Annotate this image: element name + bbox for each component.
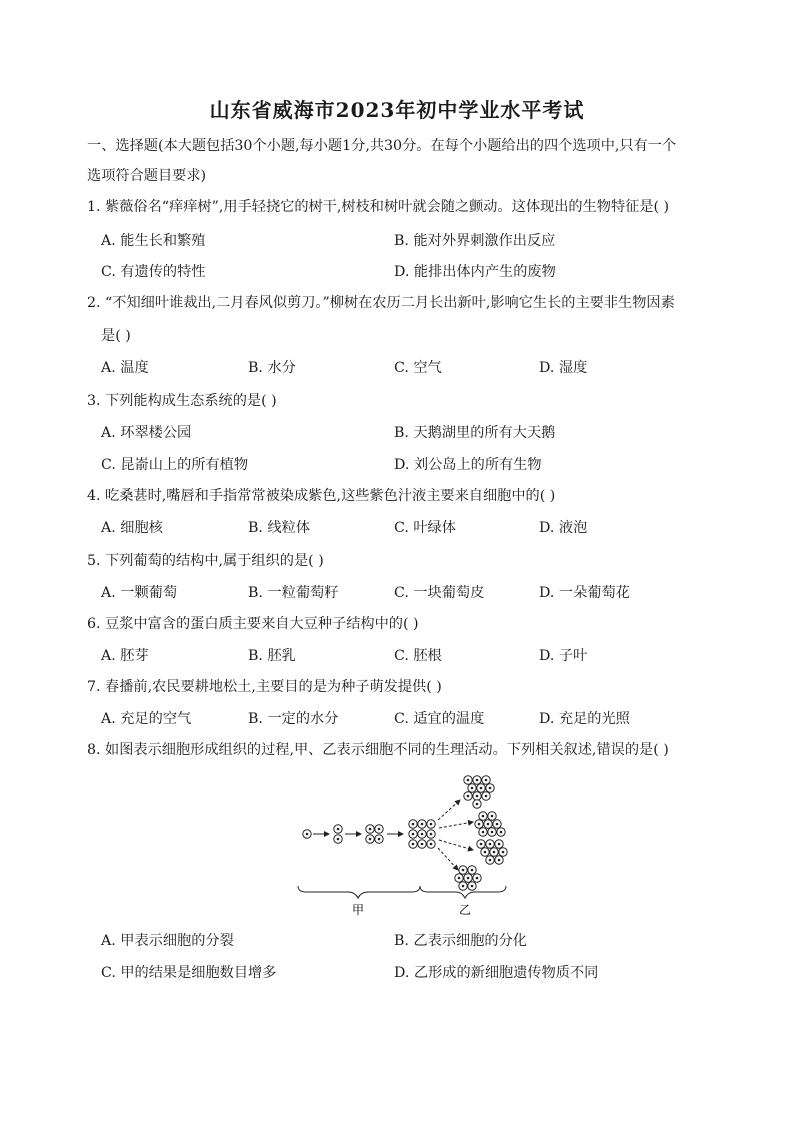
q7-option-b: B. 一定的水分 (248, 711, 339, 727)
question-4-stem: 4. 吃桑葚时,嘴唇和手指常常被染成紫色,这些紫色汁液主要来自细胞中的( ) (87, 488, 556, 504)
tissue-muscle (475, 812, 505, 836)
exam-title: 山东省威海市2023年初中学业水平考试 (209, 98, 585, 122)
q6-option-a: A. 胚芽 (101, 648, 149, 664)
question-8-stem: 8. 如图表示细胞形成组织的过程,甲、乙表示细胞不同的生理活动。下列相关叙述,错误的是( ) (87, 742, 669, 758)
question-5-stem: 5. 下列葡萄的结构中,属于组织的是( ) (87, 553, 324, 569)
q3-option-b: B. 天鹅湖里的所有大天鹅 (394, 425, 556, 441)
cell-cluster (409, 820, 435, 848)
four-cells (366, 825, 383, 843)
cell-process-diagram (288, 770, 518, 920)
question-6-stem: 6. 豆浆中富含的蛋白质主要来自大豆种子结构中的( ) (87, 616, 419, 632)
q4-option-c: C. 叶绿体 (394, 520, 456, 536)
label-jia: 甲 (351, 903, 365, 917)
q6-option-d: D. 子叶 (539, 648, 588, 664)
tissue-hexagonal (464, 776, 494, 808)
q2-option-a: A. 温度 (101, 360, 149, 376)
two-cells-top (334, 825, 342, 833)
q1-option-b: B. 能对外界刺激作出反应 (394, 233, 556, 249)
q8-option-d: D. 乙形成的新细胞遗传物质不同 (394, 965, 599, 981)
q3-option-c: C. 昆嵛山上的所有植物 (101, 457, 249, 473)
q4-option-b: B. 线粒体 (248, 520, 311, 536)
cell-process-figure (288, 770, 518, 920)
q5-option-b: B. 一粒葡萄籽 (248, 585, 339, 601)
q4-option-d: D. 液泡 (539, 520, 588, 536)
q7-option-a: A. 充足的空气 (101, 711, 192, 727)
single-cell (303, 830, 311, 838)
tissue-rounded (455, 866, 481, 890)
q3-option-a: A. 环翠楼公园 (101, 425, 192, 441)
q6-option-b: B. 胚乳 (248, 648, 296, 664)
tissue-connective (477, 840, 507, 864)
differentiation-arrows (438, 800, 473, 870)
question-2-stem: 2. “不知细叶谁裁出,二月春风似剪刀。”柳树在农历二月长出新叶,影响它生长的主要非生物因素 (87, 295, 675, 311)
q1-option-c: C. 有遗传的特性 (101, 264, 206, 280)
q2-option-b: B. 水分 (248, 360, 296, 376)
q7-option-d: D. 充足的光照 (539, 711, 630, 727)
q1-option-a: A. 能生长和繁殖 (101, 233, 206, 249)
q2-option-c: C. 空气 (394, 360, 442, 376)
q1-option-d: D. 能排出体内产生的废物 (394, 264, 556, 280)
q2-option-d: D. 湿度 (539, 360, 588, 376)
q8-option-c: C. 甲的结果是细胞数目增多 (101, 965, 277, 981)
section-heading-cont: 选项符合题目要求) (87, 168, 207, 184)
label-yi: 乙 (458, 903, 472, 917)
q5-option-a: A. 一颗葡萄 (101, 585, 178, 601)
q3-option-d: D. 刘公岛上的所有生物 (394, 457, 542, 473)
q5-option-d: D. 一朵葡萄花 (539, 585, 630, 601)
question-3-stem: 3. 下列能构成生态系统的是( ) (87, 393, 277, 409)
q4-option-a: A. 细胞核 (101, 520, 163, 536)
q7-option-c: C. 适宜的温度 (394, 711, 485, 727)
q5-option-c: C. 一块葡萄皮 (394, 585, 485, 601)
section-heading: 一、选择题(本大题包括30个小题,每小题1分,共30分。在每个小题给出的四个选项中,只有一个 (87, 138, 677, 154)
q8-option-b: B. 乙表示细胞的分化 (394, 933, 527, 949)
q8-option-a: A. 甲表示细胞的分裂 (101, 933, 234, 949)
question-7-stem: 7. 春播前,农民要耕地松土,主要目的是为种子萌发提供( ) (87, 679, 442, 695)
question-1-stem: 1. 紫薇俗名“痒痒树”,用手轻挠它的树干,树枝和树叶就会随之颤动。这体现出的生物特征是( ) (87, 199, 670, 215)
brace-jia (298, 886, 420, 898)
question-2-stem-cont: 是( ) (101, 328, 131, 344)
two-cells-bottom (334, 835, 342, 843)
q6-option-c: C. 胚根 (394, 648, 442, 664)
